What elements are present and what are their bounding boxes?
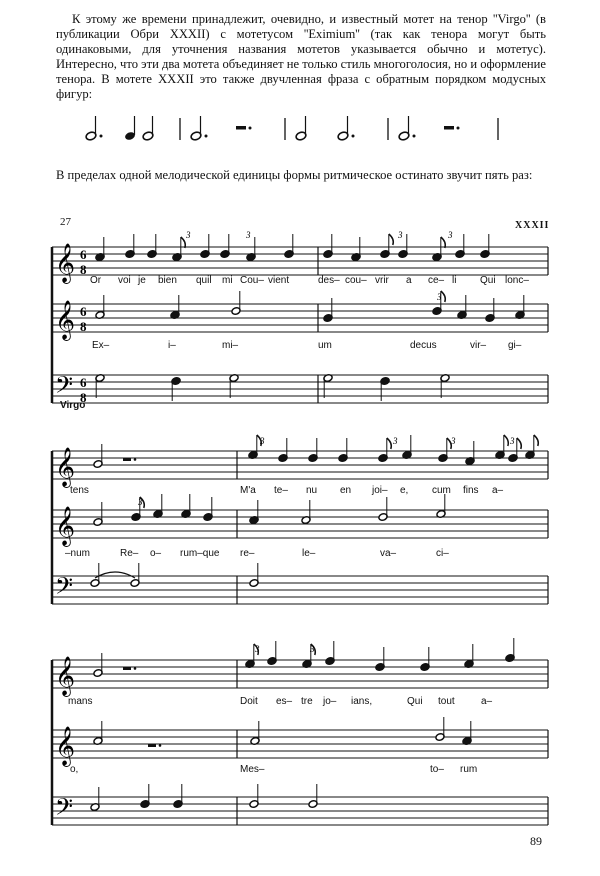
treble-clef: 𝄞 [55,300,76,340]
lyric-syllable: o– [150,548,162,559]
triplet-mark: 3 [393,436,398,446]
lyric-syllable: va– [380,548,397,559]
rest-dot [159,744,162,747]
lyric-syllable: i– [168,340,176,351]
rest [123,458,131,461]
time-signature: 8 [80,390,87,405]
lyric-syllable: vrir [375,275,389,286]
triplet-mark: 3 [510,436,515,446]
lyric-syllable: M'a [240,485,256,496]
triplet-mark: 3 [138,497,143,507]
bass-clef: 𝄢 [55,371,74,404]
lyric-syllable: je [138,275,146,286]
lyric-syllable: tens [70,485,89,496]
lyric-syllable: o, [70,764,79,775]
lyric-syllable: Qui [480,275,496,286]
lyric-syllable: tout [438,696,455,707]
paragraph-text: К этому же времени принадлежит, очевидно, и известный мотет на тенор ''Virgo'' (в публикации Обри XXXII) с мотетусом ''Eximium'' (так как тенора могут быть одинаковыми, для уточнения названия мотетов указывается обычно и мотетус). Интересно, что эти два мотета объединяет не только стиль многоголосия, но и оформление тенора. В мотете XXXII это также двучленная фраза с обратным порядком модусных фигур: [56,12,546,101]
lyric-syllable: fins [463,485,479,496]
time-signature: 6 [80,375,87,390]
lyric-syllable: nu [306,485,318,496]
note-flag [181,237,186,248]
lyric-syllable: quil [196,275,212,286]
note-flag [387,438,392,449]
triplet-mark: 3 [246,230,251,240]
lyric-syllable: to– [430,764,444,775]
lyric-syllable: li [452,275,457,286]
triplet-mark: 3 [448,230,453,240]
page-number: 89 [530,834,542,848]
note-flag [534,435,539,446]
lyric-syllable: Or [90,275,102,286]
paragraph-text: В пределах одной мелодической единицы формы ритмическое остинато звучит пять раз: [56,168,533,182]
lyric-syllable: mi– [222,340,239,351]
rest [123,667,131,670]
lyric-syllable: lonc– [505,275,529,286]
lyric-syllable: gi– [508,340,522,351]
treble-clef: 𝄞 [55,726,76,766]
lyric-syllable: a [406,275,412,286]
time-signature: 6 [80,304,87,319]
lyric-syllable: um [318,340,332,351]
lyric-syllable: a– [492,485,504,496]
rest-dot [134,458,137,461]
lyric-syllable: Doit [240,696,258,707]
lyric-syllable: voi [118,275,131,286]
lyric-syllable: decus [410,340,437,351]
treble-clef: 𝄞 [55,506,76,546]
triplet-mark: 3 [186,230,191,240]
triplet-mark: 3 [255,644,260,654]
piece-number: XXXII [515,220,550,231]
note-flag [504,435,509,446]
lyric-syllable: tre [301,696,313,707]
lyric-syllable: bien [158,275,177,286]
lyric-syllable: le– [302,548,316,559]
lyric-syllable: Cou– [240,275,264,286]
lyric-syllable: ce– [428,275,445,286]
treble-clef: 𝄞 [55,656,76,696]
lyric-syllable: Qui [407,696,423,707]
lyric-syllable: ians, [351,696,373,707]
note-flag [441,237,446,248]
lyric-syllable: Ex– [92,340,110,351]
bass-clef: 𝄢 [55,572,74,605]
lyric-syllable: des– [318,275,340,286]
tenor-label: Virgo [60,400,86,411]
lyric-syllable: e, [400,485,409,496]
bass-clef: 𝄢 [55,793,74,826]
triplet-mark: 3 [451,436,456,446]
lyric-syllable: vient [268,275,290,286]
lyric-syllable: mi [222,275,233,286]
treble-clef: 𝄞 [55,243,76,283]
lyric-syllable: rum–que [180,548,220,559]
lyric-syllable: a– [481,696,493,707]
lyric-syllable: joi– [372,485,388,496]
triplet-mark: 3 [310,644,315,654]
lyric-syllable: vir– [470,340,487,351]
rest [148,744,156,747]
lyric-syllable: –num [65,548,91,559]
lyric-syllable: re– [240,548,255,559]
lyric-syllable: te– [274,485,288,496]
measure-number: 27 [60,216,71,228]
slur [95,572,135,578]
triplet-mark: 3 [398,230,403,240]
rest-dot [134,667,137,670]
triplet-mark: 3 [437,292,442,302]
lyric-syllable: rum [460,764,478,775]
lyric-syllable: Re– [120,548,139,559]
lyric-syllable: cum [432,485,451,496]
lyric-syllable: Mes– [240,764,265,775]
note-flag [517,438,522,449]
lyric-syllable: mans [68,696,93,707]
time-signature: 6 [80,247,87,262]
treble-clef: 𝄞 [55,447,76,487]
lyric-syllable: jo– [323,696,337,707]
note-flag [389,234,394,245]
triplet-mark: 3 [260,436,265,446]
lyric-syllable: es– [276,696,293,707]
lyric-syllable: en [340,485,352,496]
lyric-syllable: cou– [345,275,367,286]
lyric-syllable: ci– [436,548,449,559]
time-signature: 8 [80,262,87,277]
time-signature: 8 [80,319,87,334]
